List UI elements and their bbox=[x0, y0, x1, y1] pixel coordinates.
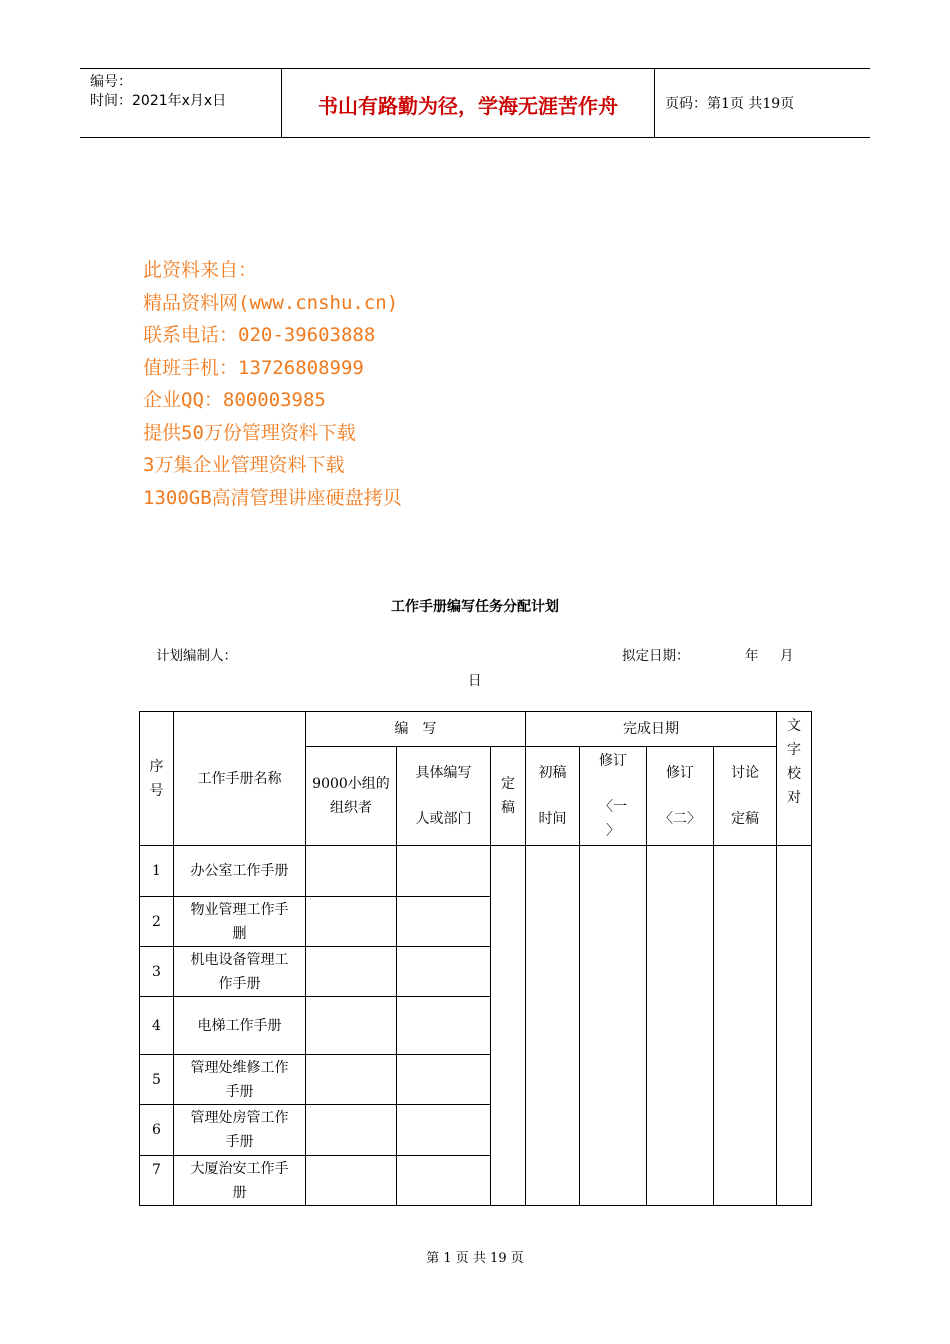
assignment-table bbox=[139, 711, 812, 1206]
header-rev1-line: 〉 bbox=[606, 823, 621, 839]
document-time-label: 时间：2021年x月x日 bbox=[90, 93, 227, 109]
header-rev2-line: 修订 bbox=[666, 765, 695, 781]
row-seq: 1 bbox=[140, 846, 174, 897]
row-writer-cell[interactable] bbox=[397, 1055, 491, 1105]
header-page-info: 页码：第1页 共19页 bbox=[665, 96, 795, 112]
source-info-line: 提供50万份管理资料下载 bbox=[143, 421, 356, 444]
header-draft-line: 初稿 bbox=[538, 765, 567, 781]
header-organizer: 9000小组的组织者 bbox=[306, 747, 397, 846]
header-manual-name: 工作手册名称 bbox=[174, 712, 306, 846]
day-label: 日 bbox=[468, 673, 482, 689]
source-info-line: 企业QQ：800003985 bbox=[143, 389, 326, 411]
source-info-line: 3万集企业管理资料下载 bbox=[143, 454, 345, 476]
row-manual-name: 办公室工作手册 bbox=[174, 846, 306, 897]
header-writer-line: 具体编写 bbox=[415, 765, 472, 781]
row-organizer-cell[interactable] bbox=[306, 897, 397, 947]
table-row bbox=[140, 846, 812, 897]
header-discuss-line: 讨论 bbox=[731, 765, 760, 781]
row-seq: 7 bbox=[140, 1156, 174, 1206]
row-organizer-cell[interactable] bbox=[306, 846, 397, 897]
row-writer-cell[interactable] bbox=[397, 1156, 491, 1206]
row-manual-name: 机电设备管理工作手册 bbox=[174, 947, 306, 997]
header-revision-2 bbox=[647, 747, 714, 846]
source-info-line: 1300GB高清管理讲座硬盘拷贝 bbox=[143, 486, 402, 509]
row-organizer-cell[interactable] bbox=[306, 997, 397, 1055]
header-motto: 书山有路勤为径，学海无涯苦作舟 bbox=[318, 94, 618, 118]
proofread-column-cell[interactable] bbox=[777, 846, 812, 1206]
row-writer-cell[interactable] bbox=[397, 947, 491, 997]
planner-label: 计划编制人： bbox=[156, 648, 237, 664]
row-organizer-cell[interactable] bbox=[306, 1105, 397, 1156]
header-rev1-line: 修订 bbox=[599, 753, 628, 769]
date-label: 拟定日期： bbox=[622, 648, 690, 664]
header-writing: 编 写 bbox=[306, 712, 526, 747]
source-info-block bbox=[143, 254, 402, 514]
document-number-label: 编号： bbox=[90, 74, 132, 90]
header-discuss-line: 定稿 bbox=[731, 811, 760, 827]
page-header bbox=[80, 68, 870, 138]
row-manual-name: 管理处房管工作手册 bbox=[174, 1105, 306, 1156]
row-seq: 2 bbox=[140, 897, 174, 947]
row-manual-name: 管理处维修工作手册 bbox=[174, 1055, 306, 1105]
row-manual-name: 物业管理工作手删 bbox=[174, 897, 306, 947]
row-organizer-cell[interactable] bbox=[306, 1156, 397, 1206]
row-manual-name: 电梯工作手册 bbox=[174, 997, 306, 1055]
row-seq: 4 bbox=[140, 997, 174, 1055]
source-info-line: 此资料来自： bbox=[143, 259, 258, 281]
row-seq: 5 bbox=[140, 1055, 174, 1105]
header-draft-time bbox=[526, 747, 580, 846]
document-title: 工作手册编写任务分配计划 bbox=[391, 599, 559, 615]
header-rev1-line: 〈一 bbox=[599, 799, 628, 815]
source-info-line: 精品资料网(www.cnshu.cn) bbox=[143, 291, 399, 314]
header-revision-1 bbox=[580, 747, 647, 846]
page-footer: 第 1 页 共 19 页 bbox=[426, 1251, 524, 1266]
row-manual-name: 大厦治安工作手册 bbox=[174, 1156, 306, 1206]
row-seq: 3 bbox=[140, 947, 174, 997]
header-seq: 序号 bbox=[140, 712, 174, 846]
header-divider bbox=[654, 69, 655, 137]
row-seq: 6 bbox=[140, 1105, 174, 1156]
draft-time-column-cell[interactable] bbox=[526, 846, 580, 1206]
row-organizer-cell[interactable] bbox=[306, 947, 397, 997]
row-organizer-cell[interactable] bbox=[306, 1055, 397, 1105]
year-label: 年 bbox=[745, 648, 759, 664]
row-writer-cell[interactable] bbox=[397, 897, 491, 947]
header-final: 定稿 bbox=[491, 747, 526, 846]
discussion-final-column-cell[interactable] bbox=[714, 846, 777, 1206]
month-label: 月 bbox=[780, 648, 794, 664]
final-column-cell[interactable] bbox=[491, 846, 526, 1206]
source-info-line: 值班手机：13726808999 bbox=[143, 356, 364, 379]
row-writer-cell[interactable] bbox=[397, 846, 491, 897]
header-writer-line: 人或部门 bbox=[415, 811, 472, 827]
header-writer bbox=[397, 747, 491, 846]
row-writer-cell[interactable] bbox=[397, 1105, 491, 1156]
revision-1-column-cell[interactable] bbox=[580, 846, 647, 1206]
header-completion-date: 完成日期 bbox=[526, 712, 777, 747]
revision-2-column-cell[interactable] bbox=[647, 846, 714, 1206]
header-proofread: 文字校对 bbox=[777, 712, 812, 846]
header-discussion-final bbox=[714, 747, 777, 846]
header-rev2-line: 〈二〉 bbox=[659, 811, 702, 827]
header-draft-line: 时间 bbox=[538, 811, 567, 827]
source-info-line: 联系电话：020-39603888 bbox=[143, 324, 376, 346]
row-writer-cell[interactable] bbox=[397, 997, 491, 1055]
